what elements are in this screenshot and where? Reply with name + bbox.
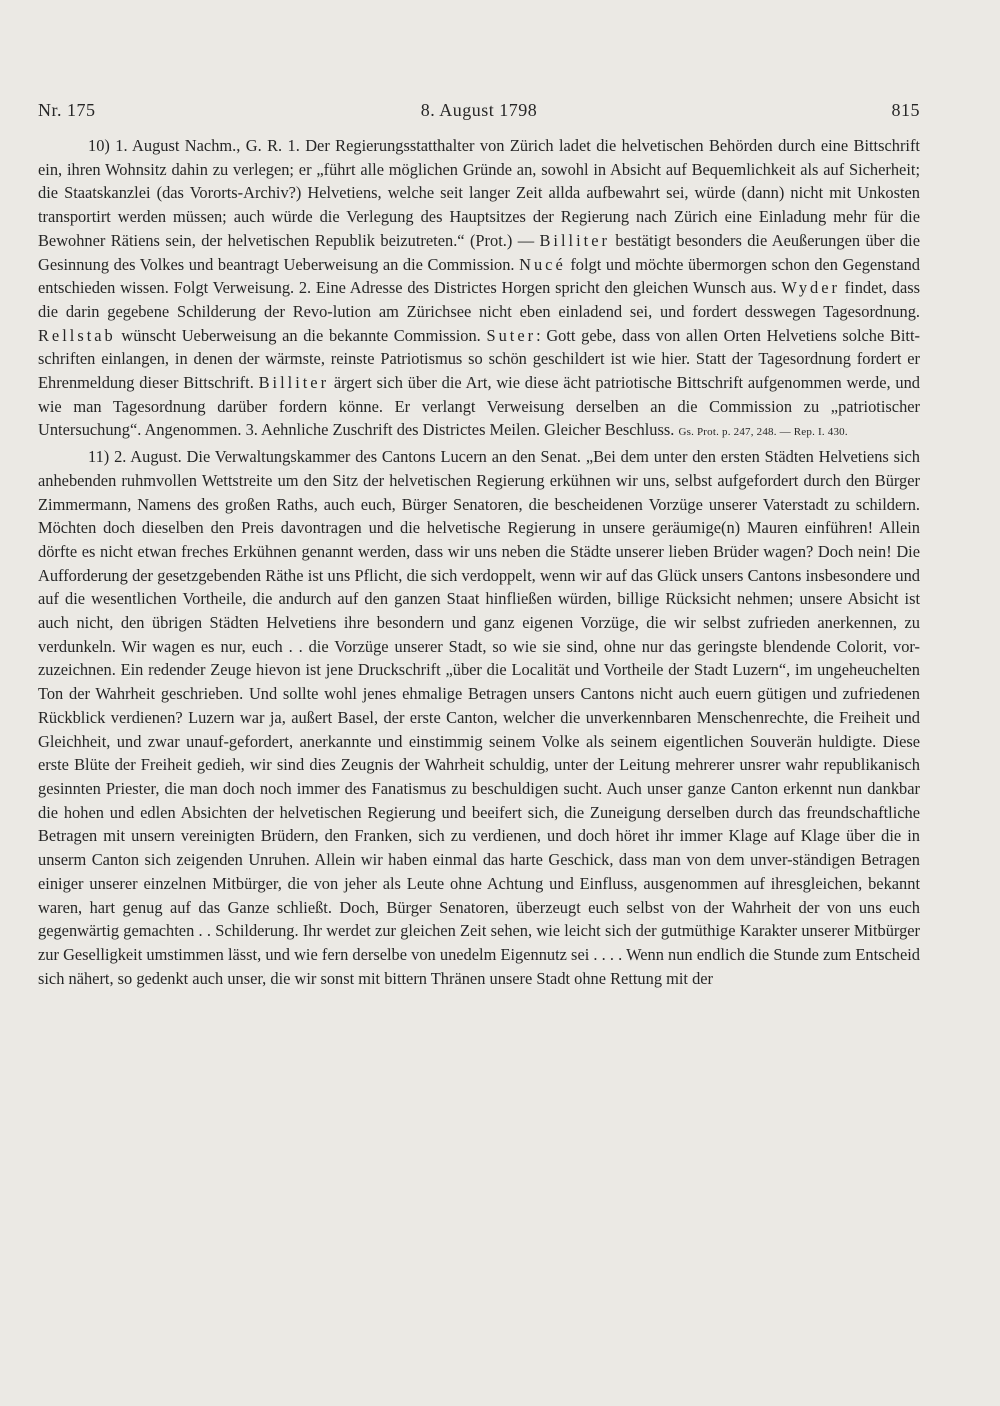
page-header — [38, 100, 920, 126]
entry-11-text: 11) 2. August. Die Verwaltungskammer des Cantons Lucern an den Senat. „Bei dem unter den ersten Städten Helvetiens sich anhebenden ruhmvollen Wettstreite um den Sitz der helvetischen Regierung erkühnen wir uns, selbst aufgefordert durch den Bürger Zimmermann, Namens des großen Raths, auch euch, Bürger Senatoren, die bescheidenen Vorzüge unserer Vaterstadt zu schildern. Möchten doch dieselben den Preis davontragen und die helvetische Regierung in unsere geräumige(n) Mauren einführen! Allein dörfte es nicht etwan freches Erkühnen genannt werden, dass wir uns neben die Städte unserer lieben Brüder wagen? Doch nein! Die Aufforderung der gesetzgebenden Räthe ist uns Pflicht, die sich verdoppelt, wenn wir auf das Glück unsers Cantons insbesondere und auf die wesentlichen Vortheile, die andurch auf den ganzen Staat hinfließen würden, billige Rücksicht nehmen; unsere Absicht ist auch nicht, den übrigen Städten Helvetiens ihre besondern und ganz eigenen Vorzüge, die wir selbst zufrieden anerkennen, zu verdunkeln. Wir wagen es nur, euch . . die Vorzüge unserer Stadt, so wie sie sind, ohne nur das geringste blendende Colorit, vor-zuzeichnen. Ein redender Zeuge hievon ist jene Druckschrift „über die Localität und Vortheile der Stadt Luzern“, im ungeheuchelten Ton der Wahrheit geschrieben. Und sollte wohl jenes ehmalige Betragen unsers Cantons nicht auch euern gütigen und zufriedenen Rückblick verdienen? Luzern war ja, außert Basel, der erste Canton, welcher die unverkennbaren Menschenrechte, die Freiheit und Gleichheit, und zwar unauf-gefordert, anerkannte und einstimmig seinem Volke als seinem eigentlichen Souverän huldigte. Diese erste Blüte der Freiheit gedieh, wir sind dies Zeugnis der Wahrheit schuldig, unter der Leitung mehrerer unsrer wahr republikanisch gesinnten Priester, die man doch noch immer des Fanatismus zu beschuldigen sucht. Auch unser ganze Canton erkennt nun dankbar die hohen und edlen Absichten der helvetischen Regierung und beeifert sich, die Zuneigung derselben durch das freundschaftliche Betragen mit unsern vereinigten Brüdern, den Franken, sich zu verdienen, und doch höret ihr immer Klage auf Klage über die in unserm Canton sich zeigenden Unruhen. Allein wir haben einmal das harte Geschick, dass man von dem unver-ständigen Betragen einiger unserer einzelnen Mitbürger, die von jeher als Leute ohne Achtung und Einfluss, ausgenommen auf ihresgleichen, bekannt waren, hart genug auf das Ganze schließt. Doch, Bürger Senatoren, überzeugt euch selbst von der Wahrheit der von uns euch gegenwärtig gemachten . . Schilderung. Ihr werdet zur gleichen Zeit sehen, wie leicht sich der gutmüthige Karakter unserer Mitbürger zur Geselligkeit umstimmen lässt, und wie fern derselbe von unedelm Eigennutz sei . . . . Wenn nun endlich die Stunde zum Entscheid sich nähert, so gedenkt auch unser, die wir sonst mit bittern Thränen unsere Stadt ohne Rettung mit der — [38, 447, 920, 988]
source-reference: Gs. Prot. p. 247, 248. — Rep. I. 430. — [678, 426, 848, 439]
entry-10-text-3: folgt und möchte übermorgen schon den Gegenstand entschieden wissen. Folgt Verweisung. 2. Eine Adresse des Districtes Horgen spricht den gleichen Wunsch aus. — [38, 254, 920, 298]
entry-10-text-2: bestätigt besonders die Aeußerungen über die Gesinnung des Volkes und beantragt Ueberweisung an die Commission. — [38, 230, 920, 274]
page-body — [38, 134, 920, 990]
header-date: 8. August 1798 — [420, 100, 538, 120]
entry-10-text-5: wünscht Ueberweisung an die bekannte Commission. — [115, 325, 487, 345]
speaker-name: Nucé — [519, 254, 566, 274]
entry-10-text-6: : Gott gebe, dass von allen Orten Helvetiens solche Bitt-schriften einlangen, in denen der wärmste, reinste Patriotismus so schön geschildert ist wie hier. Statt der Tagesordnung fordert er Ehrenmeldung dieser Bittschrift. — [38, 325, 920, 393]
entry-10-text-1: 10) 1. August Nachm., G. R. 1. Der Regierungsstatthalter von Zürich ladet die helvetischen Behörden durch eine Bittschrift ein, ihren Wohnsitz dahin zu verlegen; er „führt alle möglichen Gründe an, sowohl in Absicht auf Bequemlichkeit als auf Sicherheit; die Staatskanzlei (das Vororts-Archiv?) Helvetiens, welche seit langer Zeit allda aufbewahrt sei, würde (dann) nicht mit Unkosten transportirt werden müssen; auch würde die Verlegung des Hauptsitzes der Regierung nach Zürich eine Einladung mehr für die Bewohner Rätiens sein, der helvetischen Republik beizutreten.“ (Prot.) — — [38, 136, 920, 250]
speaker-name: Billiter — [258, 373, 330, 393]
speaker-name: Wyder — [781, 278, 840, 298]
entry-10-text-4: findet, dass die darin gegebene Schilderung der Revo-lution am Zürichsee nicht eben einladend sei, und fordert desswegen Tagesordnung. — [38, 278, 920, 321]
speaker-name: Suter — [486, 325, 537, 345]
header-document-number: Nr. 175 — [38, 100, 96, 120]
entry-10 — [38, 134, 920, 445]
speaker-name: Billiter — [539, 230, 610, 250]
entry-11 — [38, 445, 920, 990]
entry-10-text-7: ärgert sich über die Art, wie diese ächt patriotische Bittschrift aufgenommen werde, und wie man Tagesordnung darüber fordern könne. Er verlangt Verweisung derselben an die Commission zu „patriotischer Untersuchung“. Angenommen. 3. Aehnliche Zuschrift des Districtes Meilen. Gleicher Beschluss. — [38, 373, 920, 440]
header-page-number: 815 — [891, 100, 920, 120]
speaker-name: Rellstab — [38, 325, 116, 345]
